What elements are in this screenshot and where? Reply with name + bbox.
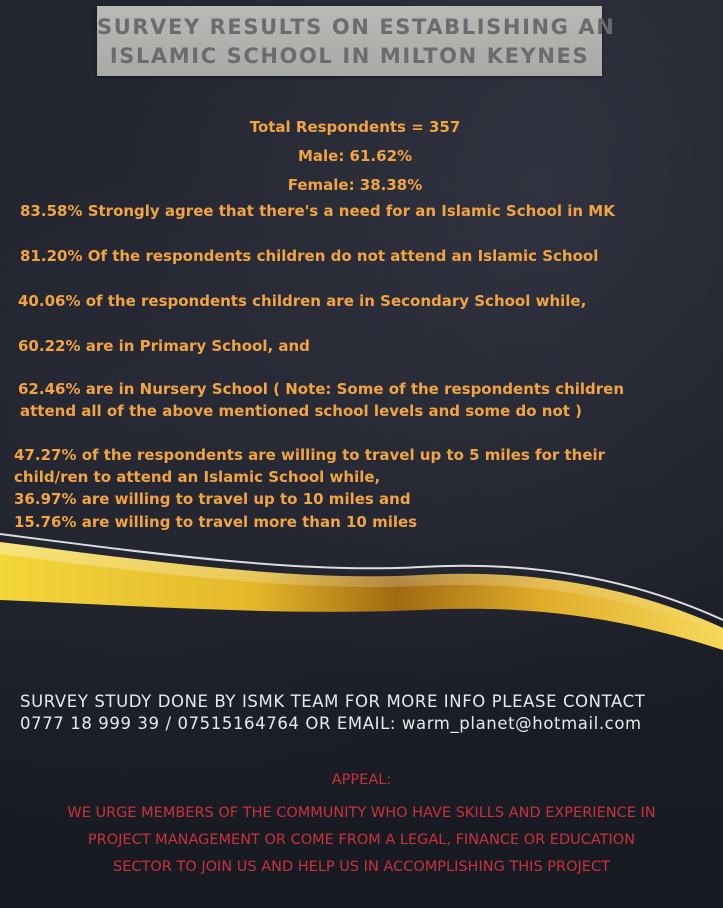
total-respondents: Total Respondents = 357 xyxy=(249,118,461,136)
contact-line-1: SURVEY STUDY DONE BY ISMK TEAM FOR MORE INFO PLEASE CONTACT xyxy=(20,692,646,711)
finding-primary-school: 60.22% are in Primary School, and xyxy=(18,337,310,355)
title-banner xyxy=(97,6,616,76)
title-line-1: SURVEY RESULTS ON ESTABLISHING AN xyxy=(97,15,616,39)
finding-need-for-school: 83.58% Strongly agree that there's a need for an Islamic School in MK xyxy=(20,202,615,220)
finding-travel-10-miles: 36.97% are willing to travel up to 10 miles and xyxy=(14,490,411,508)
appeal-line-2: PROJECT MANAGEMENT OR COME FROM A LEGAL, FINANCE OR EDUCATION xyxy=(87,832,636,848)
finding-travel-over-10-miles: 15.76% are willing to travel more than 10 miles xyxy=(14,513,418,531)
appeal-line-3: SECTOR TO JOIN US AND HELP US IN ACCOMPLISHING THIS PROJECT xyxy=(113,859,610,875)
finding-secondary-school: 40.06% of the respondents children are in Secondary School while, xyxy=(18,292,587,310)
appeal-heading: APPEAL: xyxy=(331,772,392,788)
male-percentage: Male: 61.62% xyxy=(297,147,413,165)
title-line-2: ISLAMIC SCHOOL IN MILTON KEYNES xyxy=(109,44,590,68)
female-percentage: Female: 38.38% xyxy=(287,176,423,194)
finding-travel-5-miles: 47.27% of the respondents are willing to travel up to 5 miles for their xyxy=(14,446,606,464)
contact-line-2: 0777 18 999 39 / 07515164764 OR EMAIL: warm_planet@hotmail.com xyxy=(20,714,642,733)
gold-wave-decoration xyxy=(0,520,723,660)
finding-not-attending: 81.20% Of the respondents children do not attend an Islamic School xyxy=(20,247,599,265)
finding-nursery-note: attend all of the above mentioned school levels and some do not ) xyxy=(20,402,582,420)
finding-nursery-school: 62.46% are in Nursery School ( Note: Some of the respondents children xyxy=(18,380,625,398)
appeal-line-1: WE URGE MEMBERS OF THE COMMUNITY WHO HAVE SKILLS AND EXPERIENCE IN xyxy=(67,805,656,821)
finding-travel-5-miles-cont: child/ren to attend an Islamic School while, xyxy=(14,468,381,486)
